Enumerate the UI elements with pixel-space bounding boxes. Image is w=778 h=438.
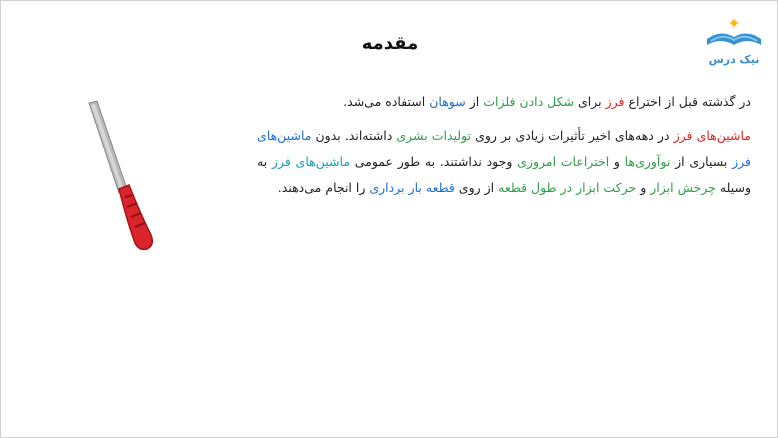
p2-segment: بسیاری از bbox=[670, 154, 733, 169]
p2-segment: ماشین‌های فرز bbox=[257, 128, 751, 169]
p2-segment: اختراعات امروزی bbox=[517, 154, 610, 169]
p2-segment: چرخش ابزار bbox=[650, 180, 716, 195]
p2-segment: را انجام می‌دهند. bbox=[277, 180, 370, 195]
slide-title: مقدمه bbox=[361, 33, 419, 54]
p1-segment: استفاده می‌شد. bbox=[343, 94, 430, 109]
logo-text: نیک درس bbox=[708, 53, 760, 66]
p2-segment: و bbox=[609, 154, 625, 169]
p2-segment: قطعه بار برداری bbox=[369, 180, 455, 195]
slide-body bbox=[257, 89, 751, 209]
p1-segment: شکل دادن فلزات bbox=[483, 94, 575, 109]
p1-segment: برای bbox=[574, 94, 606, 109]
p2-segment: داشته‌اند. بدون bbox=[311, 128, 397, 143]
p2-segment: و bbox=[636, 180, 651, 195]
paragraph-2 bbox=[257, 123, 751, 201]
p2-segment: حرکت ابزار در طول قطعه bbox=[498, 180, 637, 195]
p2-segment: به وسیله bbox=[257, 154, 751, 195]
p2-segment: نوآوری‌ها bbox=[624, 154, 671, 169]
p2-segment: وجود نداشتند. به طور عمومی bbox=[350, 154, 518, 169]
p1-segment: فرز bbox=[605, 94, 625, 109]
p1-segment: در گذشته قبل از اختراع bbox=[624, 94, 751, 109]
p2-segment: ماشین‌های فرز bbox=[271, 154, 351, 169]
p1-segment: سوهان bbox=[429, 94, 466, 109]
p2-segment: تولیدات بشری bbox=[396, 128, 472, 143]
file-tool-icon bbox=[79, 97, 179, 257]
p1-segment: از bbox=[465, 94, 484, 109]
p2-segment: ماشین‌های فرز bbox=[673, 128, 751, 143]
p2-segment: در دهه‌های اخیر تأثیرات زیادی بر روی bbox=[471, 128, 674, 143]
p2-segment: از روی bbox=[454, 180, 499, 195]
paragraph-1 bbox=[257, 89, 751, 115]
